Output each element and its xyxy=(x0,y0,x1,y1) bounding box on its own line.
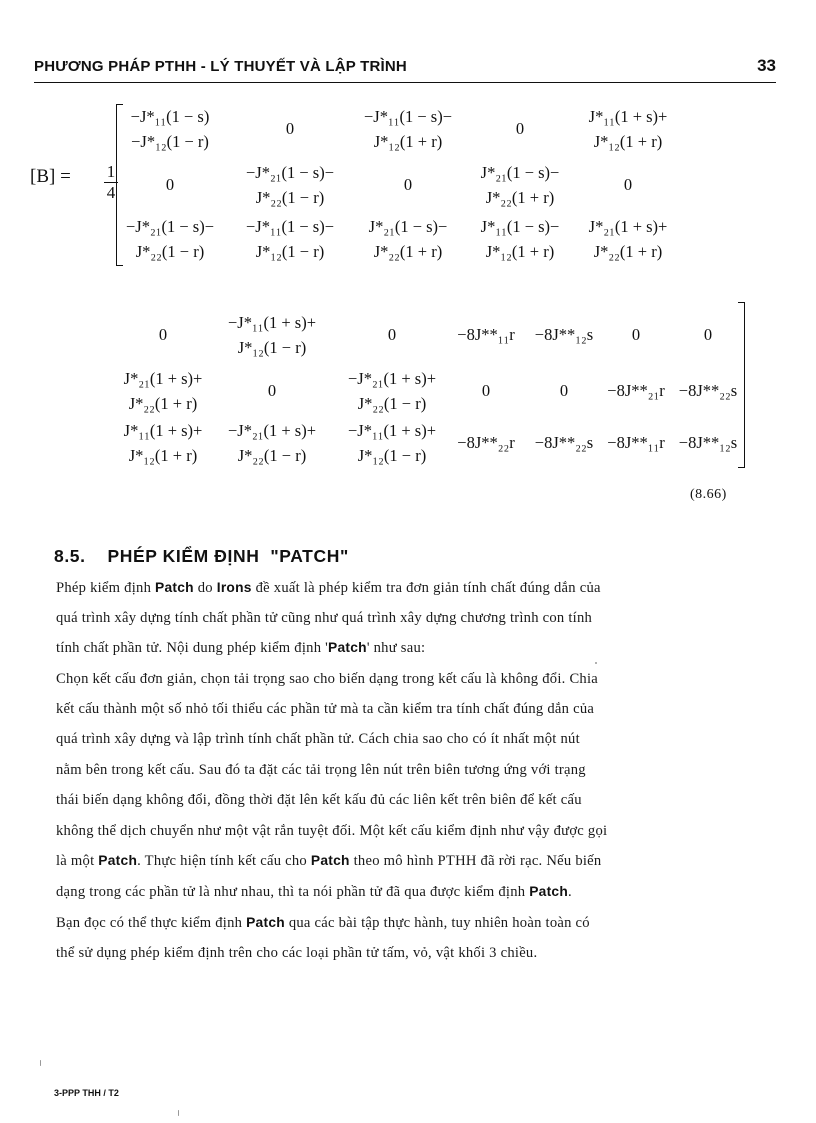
body-text-run: nằm bên trong kết cấu. Sau đó ta đặt các tải trọng lên nút trên biên tương ứng với trạng xyxy=(56,762,586,778)
matrix-entry xyxy=(679,378,737,403)
matrix-entry xyxy=(679,430,737,455)
body-text-run: tính chất phần tử. Nội dung phép kiểm định ' xyxy=(56,640,329,656)
page-footer: 3-PPP THH / T2 xyxy=(54,1088,119,1098)
matrix-entry xyxy=(124,366,203,416)
body-text-run: Phép kiểm định xyxy=(56,580,156,596)
matrix-entry xyxy=(246,214,334,264)
body-text-run: . xyxy=(568,884,572,900)
matrix-entry-line: −8J**₁₁r xyxy=(457,325,515,344)
body-text-run: Chọn kết cấu đơn giản, chọn tải trọng sao cho biến dạng trong kết cấu là không đổi. Chia xyxy=(56,671,599,687)
matrix-entry xyxy=(704,322,712,347)
matrix-entry-line: −8J**₂₂s xyxy=(678,381,738,400)
matrix-entry-line: J*₂₂(1 + r) xyxy=(373,242,443,261)
body-line xyxy=(56,701,776,718)
body-text-run: . Thực hiện tính kết cấu cho xyxy=(137,853,311,869)
body-text-run: kết cấu thành một số nhỏ tối thiểu các phần tử mà ta cần kiểm tra tính chất đúng dắn của xyxy=(56,701,595,717)
matrix-entry-line: −J*₁₁(1 − s)− xyxy=(363,107,453,126)
matrix-entry-line: J*₁₁(1 + s)+ xyxy=(123,421,203,440)
bold-term: Irons xyxy=(216,580,252,595)
equation-8-66 xyxy=(0,0,816,520)
body-text-run: theo mô hình PTHH đã rời rạc. Nếu biến xyxy=(349,853,602,869)
section-heading xyxy=(54,546,349,567)
matrix-entry xyxy=(535,322,593,347)
matrix-entry-line: −J*₁₁(1 + s)+ xyxy=(347,421,437,440)
matrix-entry-line: J*₂₂(1 − r) xyxy=(135,242,205,261)
body-text-run: đề xuất là phép kiểm tra đơn giản tính chất đúng dắn của xyxy=(251,580,601,596)
bold-term: Patch xyxy=(155,580,194,595)
matrix-entry-line: −J*₂₁(1 + s)+ xyxy=(227,421,317,440)
body-line xyxy=(56,945,776,962)
body-line xyxy=(56,610,776,627)
matrix-entry-line: J*₁₁(1 − s)− xyxy=(480,217,560,236)
body-text-run: không thể dịch chuyển như một vật rắn tuyệt đối. Một kết cấu kiểm định như vậy được gọi xyxy=(56,823,608,839)
matrix-entry xyxy=(404,172,412,197)
matrix-entry-line: J*₂₂(1 + r) xyxy=(485,188,555,207)
matrix-entry-line: −J*₁₂(1 − r) xyxy=(131,132,209,151)
matrix-entry-line: −J*₂₁(1 − s)− xyxy=(125,217,215,236)
matrix-entry-line: −8J**₂₁r xyxy=(607,381,665,400)
matrix-entry-line: 0 xyxy=(623,175,633,194)
fraction-numerator: 1 xyxy=(104,162,118,183)
matrix-entry-line: J*₂₂(1 − r) xyxy=(255,188,325,207)
matrix-entry-line: −J*₁₁(1 − s)− xyxy=(245,217,335,236)
matrix-entry xyxy=(286,116,294,141)
matrix-entry-line: 0 xyxy=(631,325,641,344)
matrix-entry xyxy=(246,160,334,210)
matrix-entry xyxy=(632,322,640,347)
body-line xyxy=(56,915,776,932)
body-text-run: thái biến dạng không đổi, đồng thời đặt lên kết kấu đủ các liên kết trên biên để kết cấu xyxy=(56,792,582,808)
body-text-run: do xyxy=(193,580,217,596)
matrix-entry xyxy=(348,418,436,468)
matrix-entry-line: J*₁₂(1 − r) xyxy=(255,242,325,261)
matrix-entry xyxy=(228,418,316,468)
matrix-entry xyxy=(482,378,490,403)
body-text-run: dạng trong các phần tử là như nhau, thì ta nói phần tử đã qua được kiểm định xyxy=(56,884,530,900)
page-number: 33 xyxy=(757,56,776,75)
matrix-entry xyxy=(166,172,174,197)
matrix-entry-line: −J*₁₁(1 − s) xyxy=(130,107,210,126)
right-bracket xyxy=(738,302,745,468)
bold-term: Patch xyxy=(310,853,350,868)
matrix-entry-line: −J*₁₁(1 + s)+ xyxy=(227,313,317,332)
matrix-entry-line: −8J**₁₁r xyxy=(607,433,665,452)
running-header-title: PHƯƠNG PHÁP PTHH - LÝ THUYẾT VÀ LẬP TRÌNH xyxy=(34,58,407,75)
scan-speck xyxy=(178,1110,179,1116)
matrix-entry-line: J*₁₂(1 + r) xyxy=(373,132,443,151)
matrix-entry-line: −8J**₁₂s xyxy=(678,433,738,452)
matrix-entry-line: 0 xyxy=(267,381,277,400)
body-line xyxy=(56,640,776,657)
matrix-entry-line: J*₂₁(1 + s)+ xyxy=(588,217,668,236)
matrix-entry xyxy=(589,214,668,264)
matrix-entry-line: 0 xyxy=(285,119,295,138)
left-bracket xyxy=(116,104,123,266)
matrix-entry xyxy=(369,214,448,264)
fraction-denominator: 4 xyxy=(106,183,116,202)
matrix-entry xyxy=(589,104,668,154)
matrix-entry xyxy=(481,160,560,210)
matrix-entry xyxy=(607,430,664,455)
matrix-entry-line: 0 xyxy=(165,175,175,194)
matrix-entry xyxy=(607,378,664,403)
scan-speck xyxy=(595,662,597,664)
matrix-entry-line: J*₁₂(1 + r) xyxy=(485,242,555,261)
matrix-entry-line: 0 xyxy=(559,381,569,400)
matrix-entry-line: −8J**₂₂r xyxy=(457,433,515,452)
matrix-entry-line: 0 xyxy=(515,119,525,138)
matrix-entry-line: J*₂₁(1 − s)− xyxy=(368,217,448,236)
body-text-run: ' như sau: xyxy=(366,640,426,656)
bold-term: Patch xyxy=(98,853,138,868)
body-text-run: qua các bài tập thực hành, tuy nhiên hoàn toàn có xyxy=(284,915,590,931)
matrix-entry xyxy=(457,430,514,455)
body-text-run: quá trình xây dựng và lập trình tính chất phần tử. Cách chia sao cho có ít nhất một nút xyxy=(56,731,580,747)
body-line xyxy=(56,762,776,779)
matrix-entry-line: J*₁₂(1 − r) xyxy=(237,338,307,357)
matrix-entry-line: J*₂₂(1 + r) xyxy=(128,394,198,413)
matrix-entry-line: −J*₂₁(1 + s)+ xyxy=(347,369,437,388)
matrix-entry-line: −J*₂₁(1 − s)− xyxy=(245,163,335,182)
body-text-run: thể sử dụng phép kiểm định trên cho các loại phần tử tấm, vỏ, vật khối 3 chiều. xyxy=(56,945,538,961)
body-text-run: là một xyxy=(56,853,99,869)
matrix-entry xyxy=(159,322,167,347)
matrix-entry xyxy=(126,214,214,264)
matrix-entry xyxy=(481,214,560,264)
body-line xyxy=(56,671,776,688)
matrix-entry-line: J*₁₁(1 + s)+ xyxy=(588,107,668,126)
matrix-entry xyxy=(348,366,436,416)
bold-term: Patch xyxy=(328,640,367,655)
matrix-entry-line: 0 xyxy=(403,175,413,194)
matrix-entry-line: J*₁₂(1 + r) xyxy=(128,446,198,465)
bold-term: Patch xyxy=(529,884,569,899)
matrix-entry-line: J*₂₁(1 − s)− xyxy=(480,163,560,182)
matrix-entry-line: 0 xyxy=(158,325,168,344)
equation-number: (8.66) xyxy=(690,487,727,502)
bold-term: Patch xyxy=(246,915,285,930)
matrix-entry xyxy=(268,378,276,403)
body-line xyxy=(56,792,776,809)
matrix-entry xyxy=(364,104,452,154)
matrix-entry-line: J*₂₂(1 − r) xyxy=(357,394,427,413)
scan-speck xyxy=(40,1060,41,1066)
matrix-entry-line: 0 xyxy=(481,381,491,400)
matrix-entry xyxy=(535,430,593,455)
matrix-entry-line: 0 xyxy=(703,325,713,344)
matrix-entry xyxy=(228,310,316,360)
section-number: 8.5. xyxy=(54,546,86,566)
body-text-run: quá trình xây dựng tính chất phần tử cũng như quá trình xây dựng chương trình con tính xyxy=(56,610,593,626)
matrix-entry-line: −8J**₁₂s xyxy=(534,325,594,344)
matrix-entry-line: J*₂₁(1 + s)+ xyxy=(123,369,203,388)
body-line xyxy=(56,731,776,748)
matrix-entry-line: J*₂₂(1 − r) xyxy=(237,446,307,465)
matrix-entry-line: J*₁₂(1 − r) xyxy=(357,446,427,465)
matrix-entry-line: 0 xyxy=(387,325,397,344)
body-line xyxy=(56,853,776,870)
matrix-entry xyxy=(131,104,210,154)
matrix-entry xyxy=(388,322,396,347)
section-title: PHÉP KIỂM ĐỊNH "PATCH" xyxy=(107,546,349,566)
matrix-entry xyxy=(624,172,632,197)
body-line xyxy=(56,580,776,597)
body-line xyxy=(56,884,776,901)
body-text-run: Bạn đọc có thể thực kiểm định xyxy=(56,915,247,931)
matrix-entry xyxy=(516,116,524,141)
body-line xyxy=(56,823,776,840)
matrix-entry-line: J*₂₂(1 + r) xyxy=(593,242,663,261)
matrix-entry xyxy=(560,378,568,403)
matrix-entry xyxy=(457,322,514,347)
matrix-entry xyxy=(124,418,203,468)
matrix-entry-line: −8J**₂₂s xyxy=(534,433,594,452)
equation-lhs: [B] = xyxy=(30,166,71,187)
matrix-entry-line: J*₁₂(1 + r) xyxy=(593,132,663,151)
